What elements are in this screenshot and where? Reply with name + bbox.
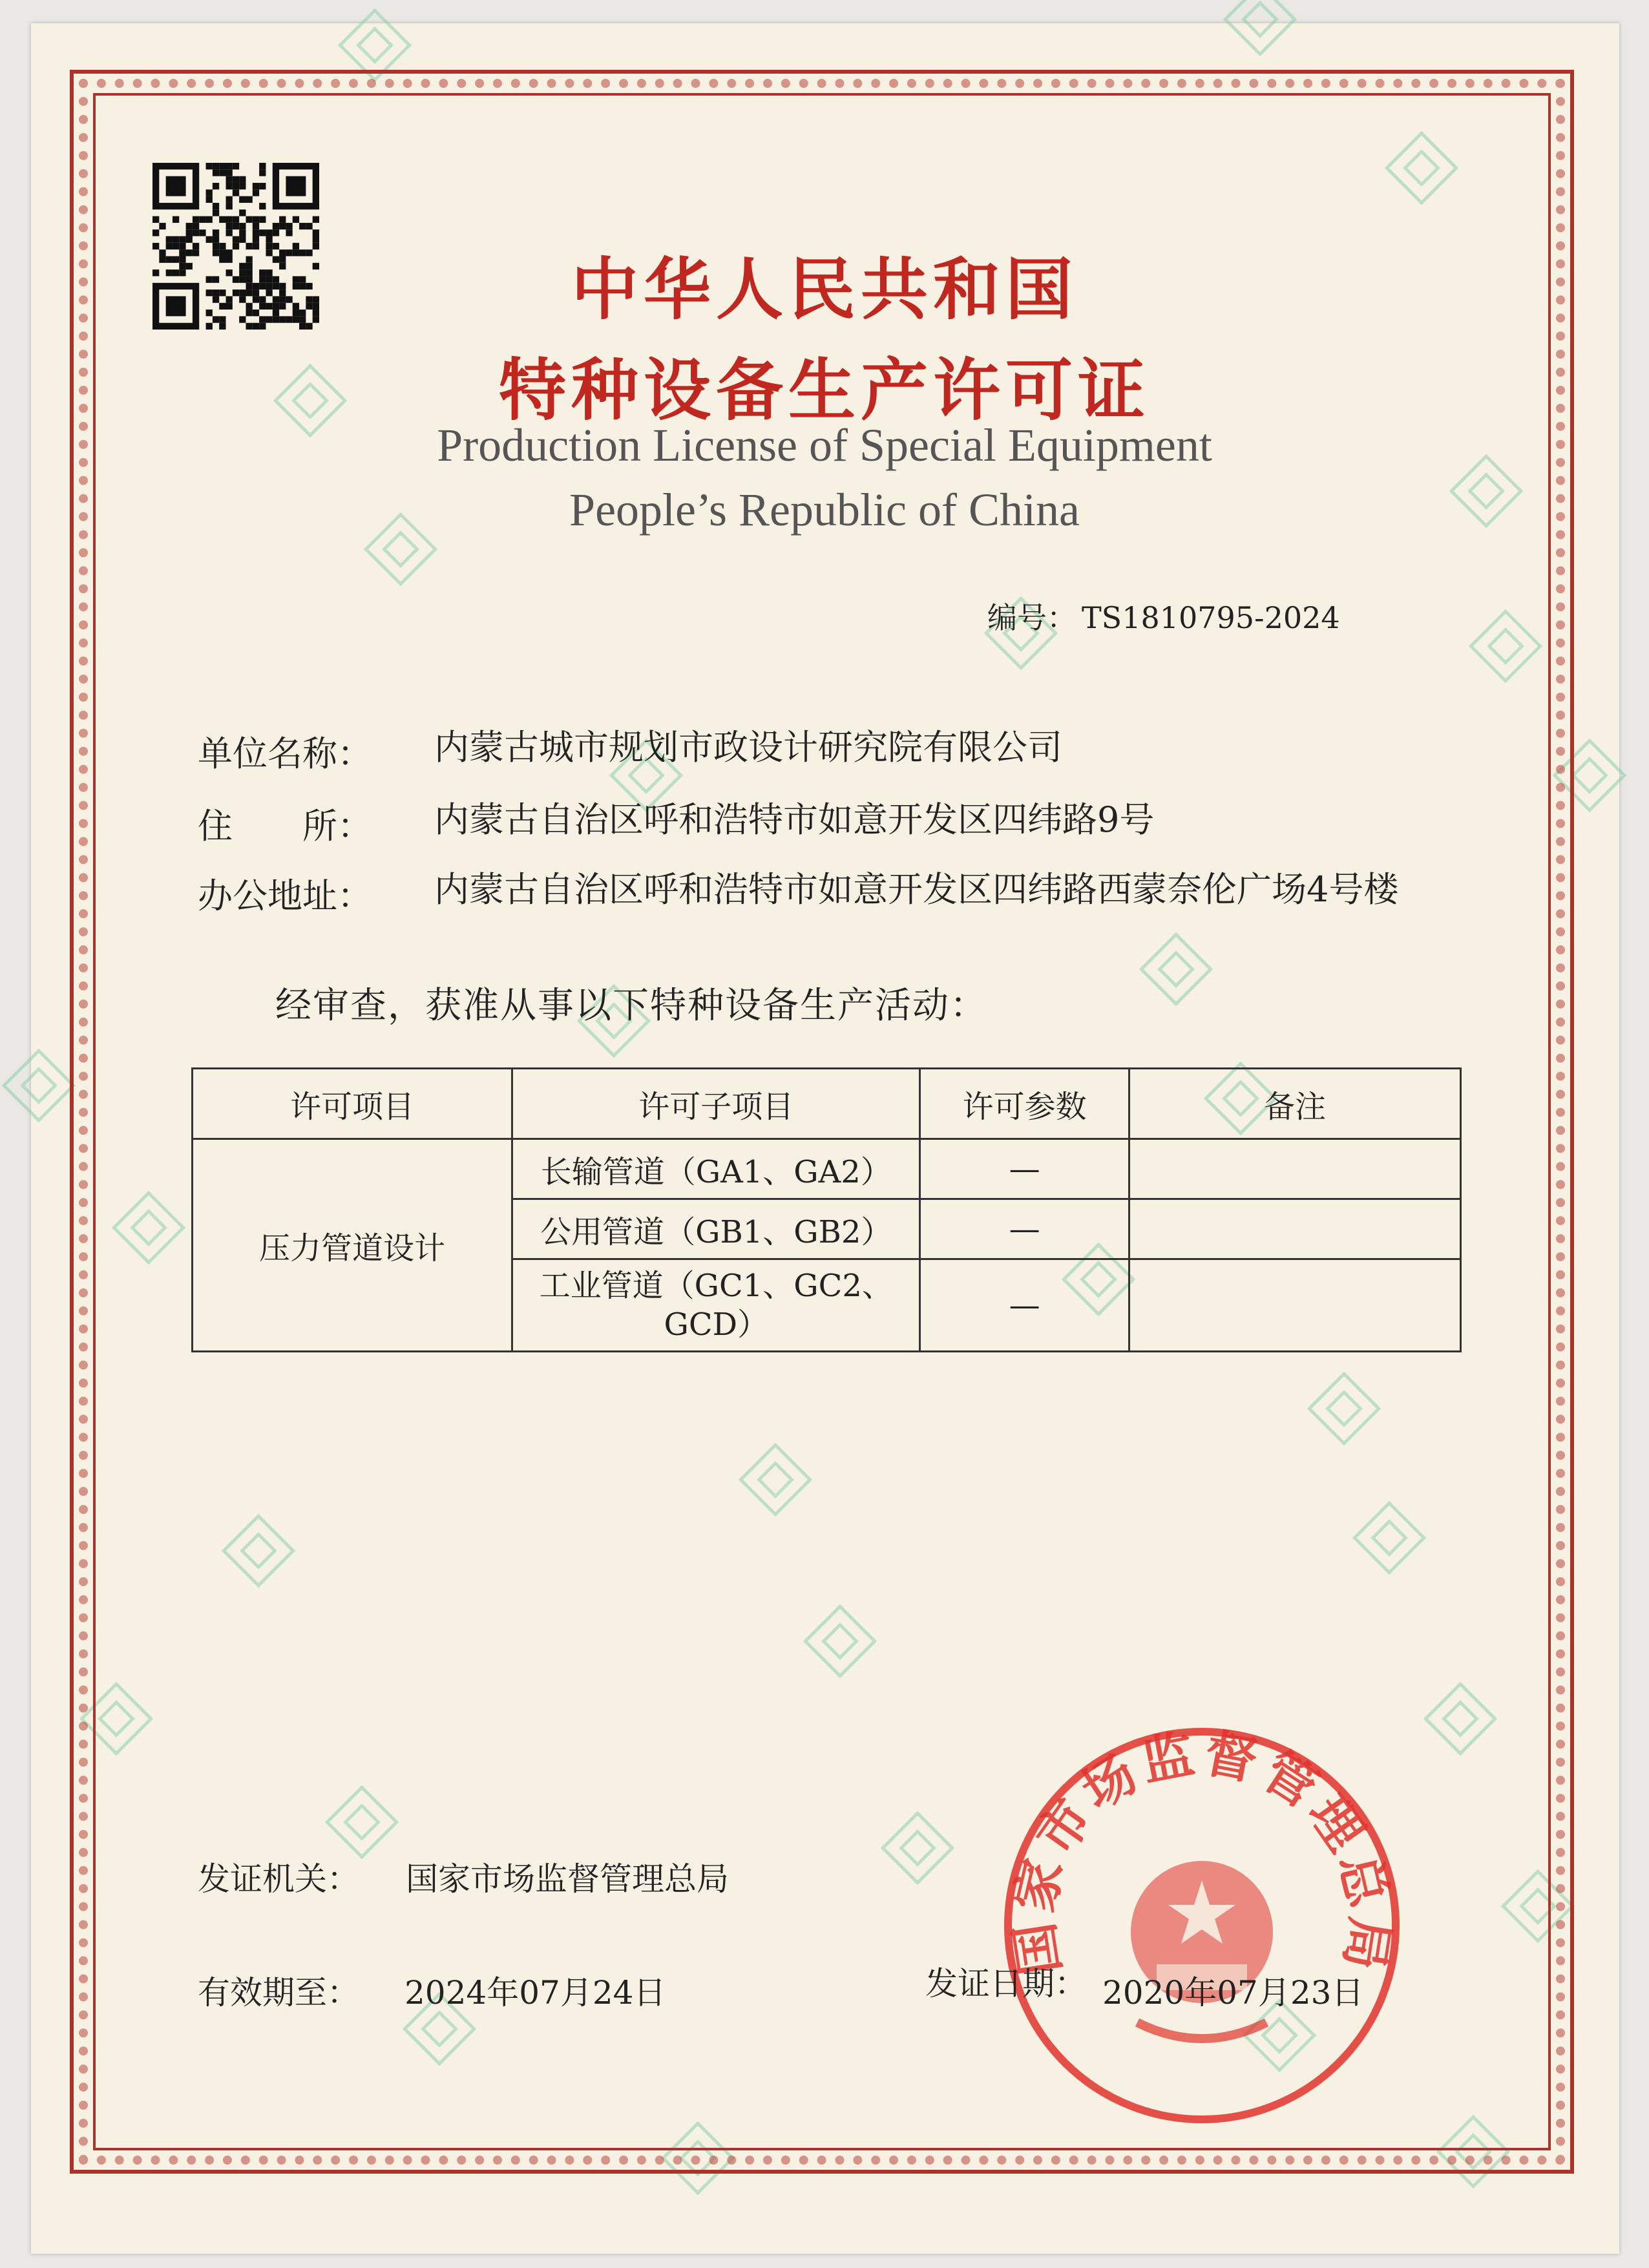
table-header-row	[193, 1069, 1461, 1139]
table-header: 许可项目	[193, 1069, 512, 1139]
table-header: 许可参数	[920, 1069, 1129, 1139]
license-number-label: 编号：	[987, 600, 1077, 635]
field-label-office: 办公地址：	[198, 876, 372, 916]
table-header: 备注	[1129, 1069, 1460, 1139]
field-label-address: 住 所：	[198, 806, 372, 846]
field-value-company: 内蒙古城市规划市政设计研究院有限公司	[434, 727, 1062, 768]
license-number-value: TS1810795-2024	[1082, 600, 1340, 635]
field-value-office: 内蒙古自治区呼和浩特市如意开发区四纬路西蒙奈伦广场4号楼	[434, 869, 1399, 910]
table-row	[193, 1139, 1461, 1199]
valid-until-value: 2024年07月24日	[404, 1974, 666, 2011]
table-cell-note	[1129, 1199, 1460, 1259]
title-cn-line2: 特种设备生产许可证	[498, 351, 1150, 430]
field-value-address: 内蒙古自治区呼和浩特市如意开发区四纬路9号	[434, 799, 1155, 840]
table-cell-sub: 公用管道（GB1、GB2）	[512, 1199, 920, 1259]
issuer-label: 发证机关：	[198, 1860, 359, 1898]
title-cn-line1: 中华人民共和国	[571, 250, 1078, 329]
svg-text:国家市场监督管理总局: 国家市场监督管理总局	[1003, 1723, 1401, 1979]
table-cell-note	[1129, 1259, 1460, 1352]
table-cell-note	[1129, 1139, 1460, 1199]
issuer-value: 国家市场监督管理总局	[406, 1860, 729, 1898]
official-seal	[995, 1719, 1409, 2132]
valid-until-label: 有效期至：	[198, 1974, 359, 2011]
table-header: 许可子项目	[512, 1069, 920, 1139]
license-number	[982, 594, 1340, 637]
table-cell-sub: 长输管道（GA1、GA2）	[512, 1139, 920, 1199]
issue-date-label: 发证日期：	[925, 1965, 1087, 2002]
table-cell-param: —	[920, 1259, 1129, 1352]
table-cell-param: —	[920, 1139, 1129, 1199]
table-cell-item: 压力管道设计	[193, 1139, 512, 1352]
issue-date-value: 2020年07月23日	[1102, 1974, 1364, 2011]
license-table	[191, 1067, 1462, 1352]
intro-text: 经审查，获准从事以下特种设备生产活动：	[275, 985, 987, 1027]
title-en-line2: People’s Republic of China	[569, 484, 1080, 536]
title-en-line1: Production License of Special Equipment	[437, 419, 1212, 471]
table-cell-sub: 工业管道（GC1、GC2、GCD）	[512, 1259, 920, 1352]
field-label-company: 单位名称：	[198, 733, 372, 774]
table-cell-param: —	[920, 1199, 1129, 1259]
